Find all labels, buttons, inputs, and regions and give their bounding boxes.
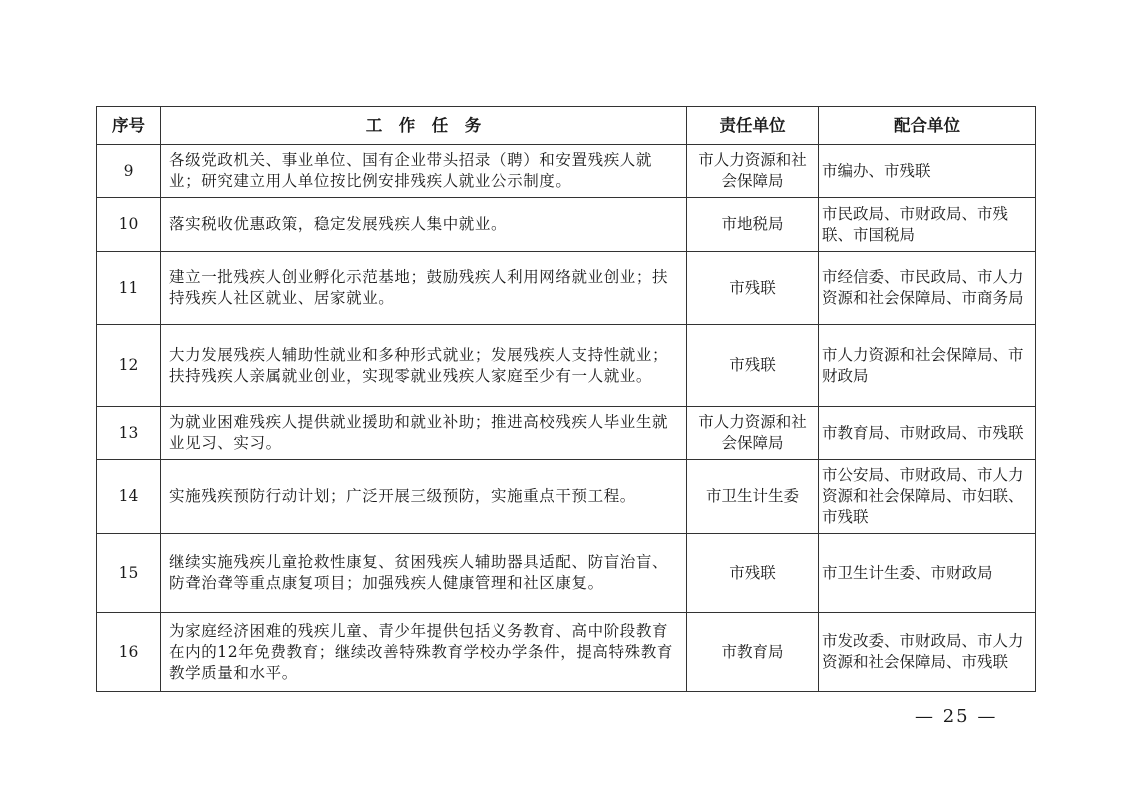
- row-responsible: 市残联: [687, 325, 819, 407]
- row-number: 11: [97, 252, 161, 325]
- row-number: 14: [97, 460, 161, 534]
- row-number: 12: [97, 325, 161, 407]
- row-task: 大力发展残疾人辅助性就业和多种形式就业；发展残疾人支持性就业；扶持残疾人亲属就业创业，实现零就业残疾人家庭至少有一人就业。: [161, 325, 687, 407]
- table-row: [97, 613, 1036, 692]
- row-cooperating: 市公安局、市财政局、市人力资源和社会保障局、市妇联、市残联: [819, 460, 1036, 534]
- row-cooperating: 市经信委、市民政局、市人力资源和社会保障局、市商务局: [819, 252, 1036, 325]
- row-cooperating: 市发改委、市财政局、市人力资源和社会保障局、市残联: [819, 613, 1036, 692]
- row-task: 为就业困难残疾人提供就业援助和就业补助；推进高校残疾人毕业生就业见习、实习。: [161, 407, 687, 460]
- table-row: [97, 325, 1036, 407]
- row-responsible: 市残联: [687, 534, 819, 613]
- row-number: 15: [97, 534, 161, 613]
- row-responsible: 市人力资源和社会保障局: [687, 145, 819, 198]
- header-number: 序号: [97, 107, 161, 145]
- page-number: — 25 —: [915, 706, 998, 727]
- table-row: [97, 198, 1036, 252]
- row-number: 10: [97, 198, 161, 252]
- table-row: [97, 407, 1036, 460]
- header-cooperating: 配合单位: [819, 107, 1036, 145]
- task-table: [96, 106, 1036, 692]
- table-row: [97, 252, 1036, 325]
- row-responsible: 市人力资源和社会保障局: [687, 407, 819, 460]
- row-task: 落实税收优惠政策，稳定发展残疾人集中就业。: [161, 198, 687, 252]
- table-row: [97, 534, 1036, 613]
- table-header-row: [97, 107, 1036, 145]
- row-number: 9: [97, 145, 161, 198]
- row-cooperating: 市民政局、市财政局、市残联、市国税局: [819, 198, 1036, 252]
- row-responsible: 市卫生计生委: [687, 460, 819, 534]
- row-cooperating: 市卫生计生委、市财政局: [819, 534, 1036, 613]
- header-responsible: 责任单位: [687, 107, 819, 145]
- row-cooperating: 市人力资源和社会保障局、市财政局: [819, 325, 1036, 407]
- row-task: 各级党政机关、事业单位、国有企业带头招录（聘）和安置残疾人就业；研究建立用人单位按比例安排残疾人就业公示制度。: [161, 145, 687, 198]
- table-row: [97, 145, 1036, 198]
- row-cooperating: 市编办、市残联: [819, 145, 1036, 198]
- row-cooperating: 市教育局、市财政局、市残联: [819, 407, 1036, 460]
- table-row: [97, 460, 1036, 534]
- row-number: 13: [97, 407, 161, 460]
- row-task: 为家庭经济困难的残疾儿童、青少年提供包括义务教育、高中阶段教育在内的12年免费教育；继续改善特殊教育学校办学条件，提高特殊教育教学质量和水平。: [161, 613, 687, 692]
- row-task: 建立一批残疾人创业孵化示范基地；鼓励残疾人利用网络就业创业；扶持残疾人社区就业、居家就业。: [161, 252, 687, 325]
- header-task: 工 作 任 务: [161, 107, 687, 145]
- row-responsible: 市教育局: [687, 613, 819, 692]
- row-responsible: 市残联: [687, 252, 819, 325]
- row-responsible: 市地税局: [687, 198, 819, 252]
- row-task: 继续实施残疾儿童抢救性康复、贫困残疾人辅助器具适配、防盲治盲、防聋治聋等重点康复项目；加强残疾人健康管理和社区康复。: [161, 534, 687, 613]
- row-number: 16: [97, 613, 161, 692]
- row-task: 实施残疾预防行动计划；广泛开展三级预防，实施重点干预工程。: [161, 460, 687, 534]
